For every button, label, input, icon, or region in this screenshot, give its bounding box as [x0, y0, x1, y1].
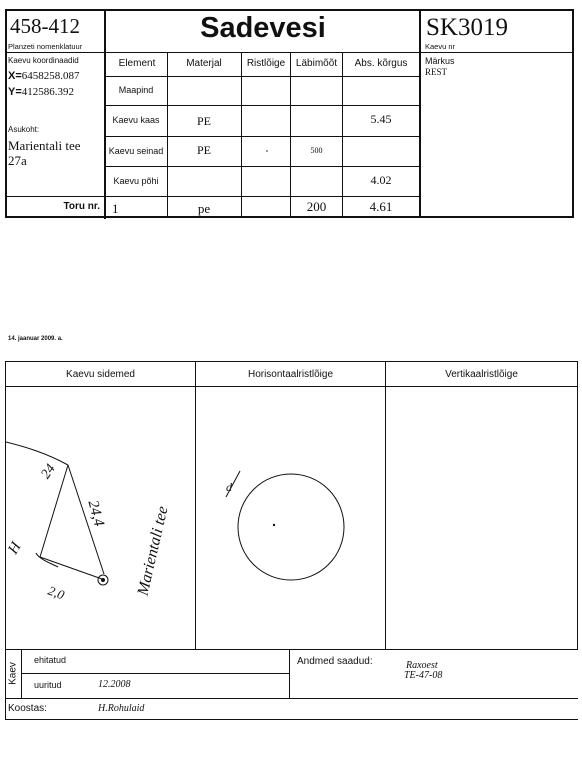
- location-label: Asukoht:: [8, 125, 40, 134]
- sketch-label-20: 2,0: [46, 582, 67, 603]
- data-source-code: TE-47-08: [404, 670, 443, 681]
- well-number: SK3019: [426, 14, 508, 41]
- notes-label: Märkus: [425, 56, 455, 66]
- author-value: H.Rohulaid: [98, 703, 145, 714]
- y-coordinate: [8, 86, 74, 98]
- horizontal-section-title: Horisontaalristlõige: [247, 369, 334, 380]
- pipe-label: Toru nr.: [63, 201, 100, 212]
- surveyed-value: 12.2008: [98, 679, 131, 690]
- data-source-label: Andmed saadud:: [297, 656, 373, 667]
- cover-height: 5.45: [370, 112, 392, 126]
- x-value: 6458258.087: [21, 70, 80, 82]
- pipe-height: 4.61: [369, 199, 393, 214]
- surveyed-label: uuritud: [34, 680, 62, 690]
- table-header-element: Element: [118, 58, 156, 69]
- bottom-height: 4.02: [370, 173, 392, 187]
- vertical-section-title: Vertikaalristlõige: [445, 369, 518, 380]
- well-number-label: Kaevu nr: [425, 42, 456, 51]
- table-header-diameter: Läbimõõt: [295, 58, 338, 69]
- sketch-street-name: Marientali tee: [134, 504, 172, 598]
- pipe-material: pe: [197, 201, 211, 216]
- notes-value: REST: [425, 67, 448, 77]
- well-side-label: Kaev: [7, 662, 19, 685]
- speck-mark: [266, 150, 268, 152]
- sketch-label-24: 24: [38, 461, 59, 482]
- pipe-diameter: 200: [306, 199, 327, 214]
- sketch-line-bottom: [40, 557, 102, 579]
- table-row-bottom: Kaevu põhi: [113, 176, 159, 186]
- well-cross-section-circle: [238, 474, 344, 580]
- coordinates-label: Kaevu koordinaadid: [8, 56, 79, 65]
- x-label: X=: [8, 70, 22, 82]
- location-value: Marientali tee 27a: [8, 138, 81, 168]
- horizontal-section-sketch: [196, 387, 384, 649]
- x-coordinate: [8, 70, 80, 82]
- ties-title: Kaevu sidemed: [66, 369, 135, 380]
- author-label: Koostas:: [8, 703, 47, 714]
- y-label: Y=: [8, 86, 22, 98]
- document-title: Sadevesi: [200, 12, 326, 44]
- table-row-ground: Maapind: [118, 85, 154, 95]
- walls-material: PE: [196, 143, 211, 157]
- built-label: ehitatud: [34, 655, 67, 665]
- sheet-number-label: Planzeti nomenklatuur: [8, 42, 83, 51]
- data-source-company: Raxoest: [406, 660, 438, 671]
- table-header-material: Materjal: [186, 58, 222, 69]
- table-header-section: Ristlõige: [246, 58, 286, 69]
- sketch-label-h: H: [5, 539, 25, 557]
- table-header-height: Abs. kõrgus: [354, 58, 408, 69]
- diameter-label: d: [226, 480, 232, 494]
- date-text: 14. jaanuar 2009. a.: [8, 336, 63, 342]
- y-value: 412586.392: [21, 86, 75, 98]
- table-row-cover: Kaevu kaas: [112, 115, 160, 125]
- table-row-walls: Kaevu seinad: [108, 146, 164, 156]
- walls-diameter: 500: [310, 146, 323, 155]
- sheet-number: 458-412: [10, 14, 80, 38]
- cover-material: PE: [196, 114, 211, 128]
- sketch-line-top: [6, 442, 68, 465]
- pipe-number: 1: [112, 201, 119, 216]
- sketch-label-244: 24,4: [84, 498, 107, 529]
